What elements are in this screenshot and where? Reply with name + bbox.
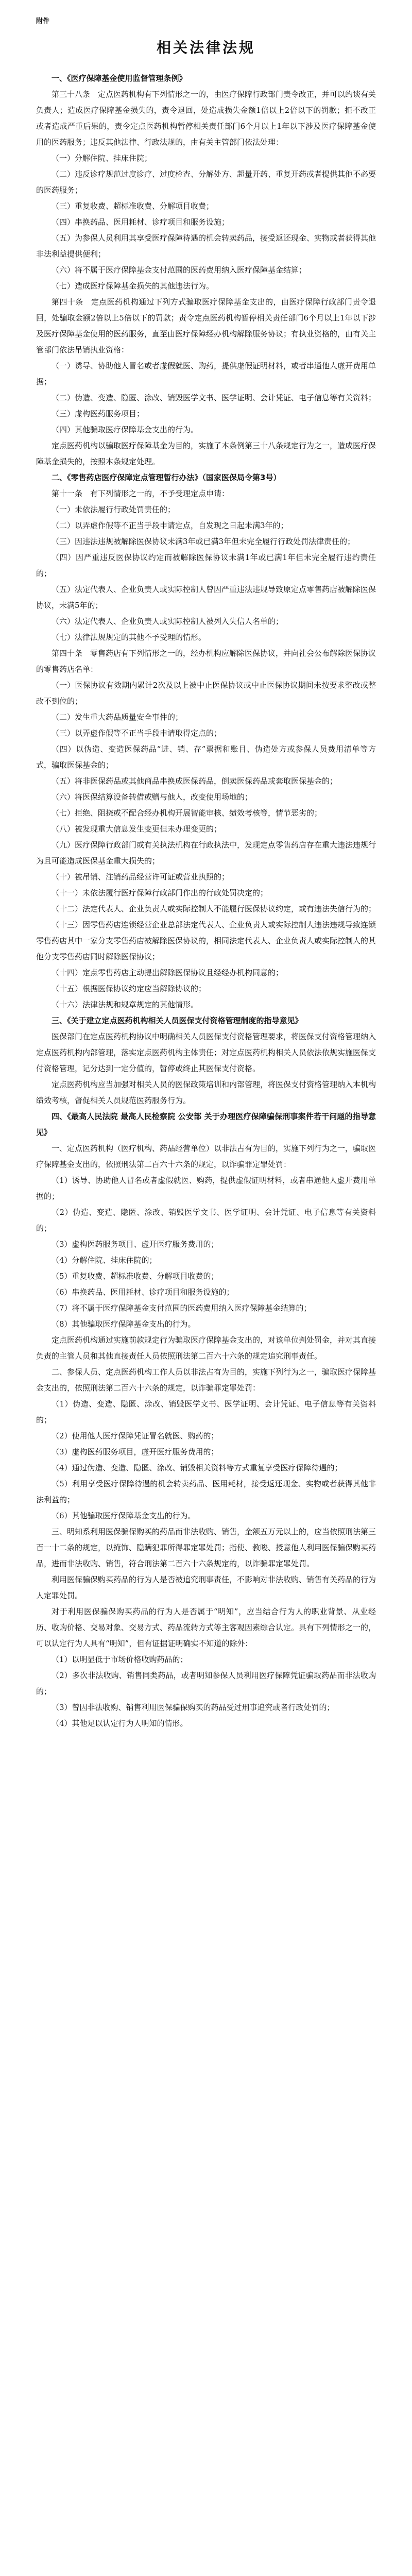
paragraph: 定点医药机构以骗取医疗保障基金为目的，实施了本条例第三十八条规定行为之一，造成医疗保障基金损失的，按照本条规定处理。: [36, 441, 376, 466]
paragraph: （5）利用享受医疗保障待遇的机会转卖药品、医用耗材，接受返还现金、实物或者获得其他非法利益的；: [36, 1479, 376, 1504]
paragraph: （三）虚构医药服务项目；: [52, 409, 145, 418]
paragraph: （十三）因零售药店连锁经营企业总部法定代表人、企业负责人或实际控制人违法违规导致连锁零售药店其中一家分支零售药店被解除医保协议的，相同法定代表人、企业负责人或实际控制人的其他分支零售药店同时解除医保协议；: [36, 920, 376, 961]
paragraph: （三）以弄虚作假等不正当手段申请取得定点的；: [52, 728, 222, 738]
paragraph: （十二）法定代表人、企业负责人或实际控制人不能履行医保协议约定，或有违法失信行为的；: [52, 904, 376, 913]
paragraph: （2）伪造、变造、隐匿、涂改、销毁医学文书、医学证明、会计凭证、电子信息等有关资料的；: [36, 1208, 376, 1233]
paragraph: （2）使用他人医疗保障凭证冒名就医、购药的；: [52, 1431, 219, 1440]
section-heading: 四、《最高人民法院 最高人民检察院 公安部 关于办理医疗保障骗保刑事案件若干问题的指导意见》: [36, 1112, 376, 1137]
paragraph: （五）为参保人员利用其享受医疗保障待遇的机会转卖药品，接受返还现金、实物或者获得其他非法利益提供便利；: [36, 233, 376, 259]
paragraph: （四）其他骗取医疗保障基金支出的行为。: [52, 425, 199, 434]
paragraph: 医保部门在定点医药机构协议中明确相关人员医保支付资格管理要求，将医保支付资格管理纳入定点医药机构内部管理，落实定点医药机构主体责任；对定点医药机构相关人员依法依规实施医保支付资格管理，记分达到一定分值的，暂停或终止其医保支付资格。: [36, 1032, 376, 1073]
attachment-label: 附件: [36, 18, 50, 25]
paragraph: 对于利用医保骗保购买药品的行为人是否属于“明知”，应当结合行为人的职业背景、从业经历、收购价格、交易对象、交易方式、药品流转方式等主客观因素综合认定。具有下列情形之一的，可以认定行为人具有“明知”，但有证据证明确实不知道的除外：: [36, 1607, 376, 1648]
paragraph: （六）将不属于医疗保障基金支付范围的医药费用纳入医疗保障基金结算；: [52, 265, 307, 275]
paragraph: （一）未依法履行行政处罚责任的；: [52, 505, 176, 514]
paragraph: 第四十条 定点医药机构通过下列方式骗取医疗保障基金支出的，由医疗保障行政部门责令退回，处骗取金额2倍以上5倍以下的罚款；责令定点医药机构暂停相关责任部门6个月以上1年以下涉及医疗保障基金使用的医药服务，直至由医疗保障经办机构解除服务协议；有执业资格的，由有关主管部门依法吊销执业资格：: [36, 297, 376, 354]
paragraph: （5）重复收费、超标准收费、分解项目收费的；: [52, 1272, 219, 1281]
paragraph: 第四十条 零售药店有下列情形之一的，经办机构应解除医保协议，并向社会公布解除医保协议的零售药店名单：: [36, 649, 376, 674]
paragraph: （四）因严重违反医保协议约定而被解除医保协议未满1年或已满1年但未完全履行违约责任的；: [36, 553, 376, 578]
paragraph: （四）串换药品、医用耗材、诊疗项目和服务设施；: [52, 217, 230, 227]
paragraph: （一）诱导、协助他人冒名或者虚假就医、购药，提供虚假证明材料，或者串通他人虚开费用单据；: [36, 361, 376, 386]
paragraph: （一）医保协议有效期内累计2次及以上被中止医保协议或中止医保协议期间未按要求整改或整改不到位的；: [36, 681, 376, 706]
section-heading: 一、《医疗保障基金使用监督管理条例》: [52, 74, 187, 83]
paragraph: （三）因违法违规被解除医保协议未满3年或已满3年但未完全履行行政处罚法律责任的；: [52, 537, 355, 546]
paragraph: （6）串换药品、医用耗材、诊疗项目和服务设施的；: [52, 1287, 234, 1297]
paragraph: （九）医疗保障行政部门或有关执法机构在行政执法中，发现定点零售药店存在重大违法违规行为且可能造成医保基金重大损失的；: [36, 840, 376, 866]
paragraph: （八）被发现重大信息发生变更但未办理变更的；: [52, 824, 222, 834]
paragraph: （十五）根据医保协议约定应当解除协议的；: [52, 984, 207, 993]
paragraph: 定点医药机构应当加强对相关人员的医保政策培训和内部管理，将医保支付资格管理纳入本机构绩效考核，督促相关人员规范医药服务行为。: [36, 1080, 376, 1105]
paragraph: （6）其他骗取医疗保障基金支出的行为。: [52, 1511, 196, 1520]
paragraph: （十四）定点零售药店主动提出解除医保协议且经经办机构同意的；: [52, 968, 284, 977]
document-body: [36, 71, 376, 1732]
paragraph: （1）以明显低于市场价格收购药品的；: [52, 1655, 188, 1664]
paragraph: 定点医药机构通过实施前款规定行为骗取医疗保障基金支出的，对该单位判处罚金，并对其直接负责的主管人员和其他直接责任人员依照刑法第二百六十六条的规定追究刑事责任。: [36, 1335, 376, 1361]
paragraph: （3）虚构医药服务项目、虚开医疗服务费用的；: [52, 1240, 219, 1249]
paragraph: （十一）未依法履行医疗保障行政部门作出的行政处罚决定的；: [52, 888, 268, 897]
section-heading: 二、《零售药店医疗保障定点管理暂行办法》（国家医保局令第3号）: [52, 473, 281, 482]
paragraph: （二）伪造、变造、隐匿、涂改、销毁医学文书、医学证明、会计凭证、电子信息等有关资料；: [52, 393, 376, 402]
paragraph: （六）将医保结算设备转借或赠与他人，改变使用场地的；: [52, 792, 253, 802]
paragraph: （4）其他足以认定行为人明知的情形。: [52, 1719, 188, 1728]
paragraph: （七）拒绝、阻挠或不配合经办机构开展智能审核、绩效考核等，情节恶劣的；: [52, 808, 322, 818]
paragraph: （1）伪造、变造、隐匿、涂改、销毁医学文书、医学证明、会计凭证、电子信息等有关资料的；: [36, 1399, 376, 1425]
paragraph: （4）分解住院、挂床住院的；: [52, 1256, 157, 1265]
paragraph: （七）法律法规规定的其他不予受理的情形。: [52, 633, 207, 642]
paragraph: （四）以伪造、变造医保药品“进、销、存”票据和账目、伪造处方或参保人员费用清单等方式，骗取医保基金的；: [36, 744, 376, 770]
paragraph: 利用医保骗保购买药品的行为人是否被追究刑事责任，不影响对非法收购、销售有关药品的行为人定罪处罚。: [36, 1575, 376, 1600]
paragraph: 一、定点医药机构（医疗机构、药品经营单位）以非法占有为目的，实施下列行为之一，骗取医疗保障基金支出的，依照刑法第二百六十六条的规定，以诈骗罪定罪处罚：: [36, 1144, 376, 1169]
paragraph: （十六）法律法规和规章规定的其他情形。: [52, 1000, 199, 1009]
paragraph: （二）违反诊疗规范过度诊疗、过度检查、分解处方、超量开药、重复开药或者提供其他不必要的医药服务；: [36, 170, 376, 195]
paragraph: 第三十八条 定点医药机构有下列情形之一的，由医疗保障行政部门责令改正，并可以约谈有关负责人；造成医疗保障基金损失的，责令退回，处造成损失金额1倍以上2倍以下的罚款；拒不改正或者造成严重后果的，责令定点医药机构暂停相关责任部门6个月以上1年以下涉及医疗保障基金使用的医药服务；违反其他法律、行政法规的，由有关主管部门依法处理：: [36, 90, 376, 147]
paragraph: （2）多次非法收购、销售同类药品，或者明知参保人员利用医疗保障凭证骗取药品而非法收购的；: [36, 1671, 376, 1696]
paragraph: 第十一条 有下列情形之一的，不予受理定点申请：: [52, 489, 230, 498]
paragraph: （七）造成医疗保障基金损失的其他违法行为。: [52, 281, 214, 291]
paragraph: （3）虚构医药服务项目，虚开医疗服务费用的；: [52, 1447, 219, 1456]
paragraph: （三）重复收费、超标准收费、分解项目收费；: [52, 201, 214, 211]
paragraph: （4）通过伪造、变造、隐匿、涂改、销毁相关资料等方式重复享受医疗保障待遇的；: [52, 1463, 342, 1472]
paragraph: 三、明知系利用医保骗保购买的药品而非法收购、销售，金额五万元以上的，应当依照刑法第三百一十二条的规定，以掩饰、隐瞒犯罪所得罪定罪处罚；指使、教唆、授意他人利用医保骗保购买药品，进而非法收购、销售，符合刑法第二百六十六条规定的，以诈骗罪定罪处罚。: [36, 1527, 376, 1568]
paragraph: （一）分解住院、挂床住院；: [52, 154, 152, 163]
paragraph: （二）以弄虚作假等不正当手段申请定点，自发现之日起未满3年的；: [52, 521, 288, 530]
paragraph: （六）法定代表人、企业负责人或实际控制人被列入失信人名单的；: [52, 617, 284, 626]
paragraph: （7）将不属于医疗保障基金支付范围的医药费用纳入医疗保障基金结算的；: [52, 1303, 312, 1313]
paragraph: （二）发生重大药品质量安全事件的；: [52, 713, 183, 722]
paragraph: （8）其他骗取医疗保障基金支出的行为。: [52, 1319, 196, 1329]
section-heading: 三、《关于建立定点医药机构相关人员医保支付资格管理制度的指导意见》: [52, 1016, 303, 1025]
document-title: 相关法律法规: [156, 39, 255, 56]
paragraph: （1）诱导、协助他人冒名或者虚假就医、购药，提供虚假证明材料，或者串通他人虚开费用单据的；: [36, 1176, 376, 1201]
paragraph: 二、参保人员、定点医药机构工作人员以非法占有为目的，实施下列行为之一，骗取医疗保障基金支出的，依照刑法第二百六十六条的规定，以诈骗罪定罪处罚：: [36, 1367, 376, 1393]
paragraph: （3）曾因非法收购、销售利用医保骗保购买的药品受过刑事追究或者行政处罚的；: [52, 1703, 335, 1712]
paragraph: （十）被吊销、注销药品经营许可证或营业执照的；: [52, 872, 230, 882]
paragraph: （五）法定代表人、企业负责人或实际控制人曾因严重违法违规导致原定点零售药店被解除医保协议，未满5年的；: [36, 585, 376, 610]
paragraph: （五）将非医保药品或其他商品串换成医保药品，倒卖医保药品或套取医保基金的；: [52, 776, 338, 786]
